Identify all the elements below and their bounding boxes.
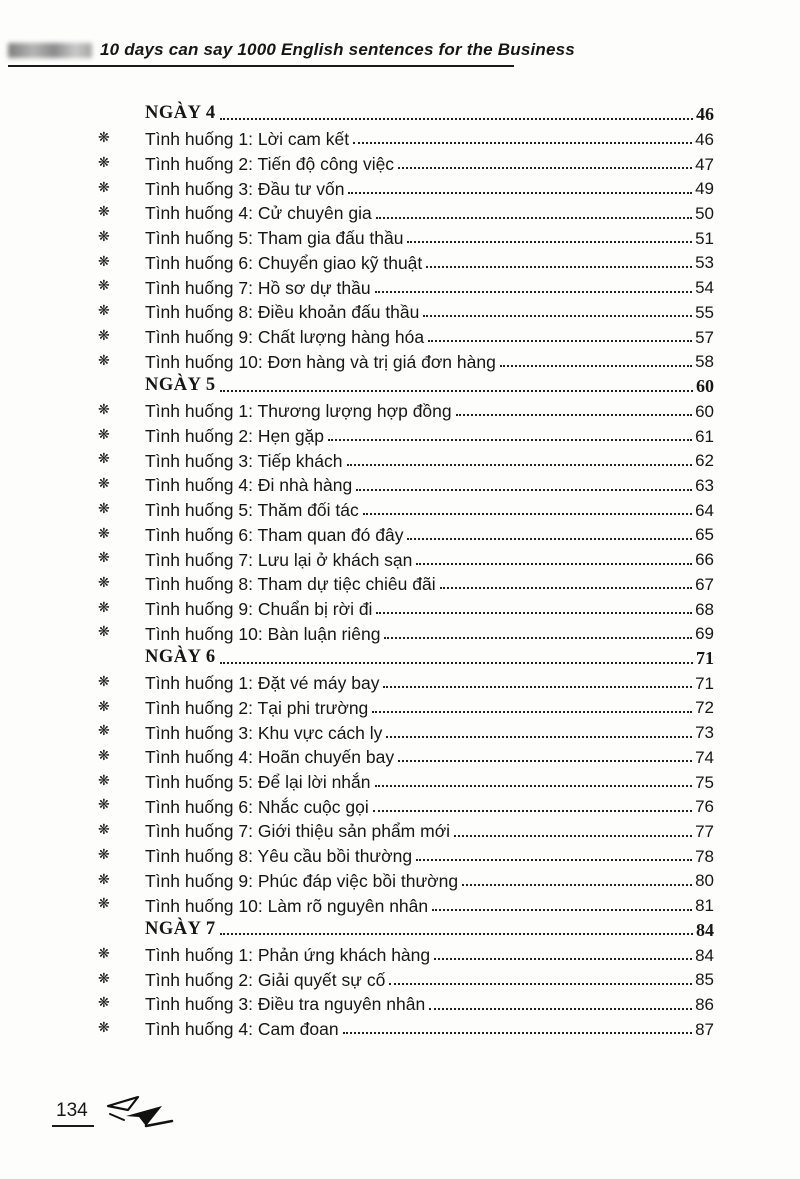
flower-bullet-icon: ❋: [98, 400, 110, 417]
flower-bullet-icon: ❋: [98, 524, 110, 541]
dot-leader: [348, 192, 692, 194]
dot-leader: [454, 835, 692, 837]
toc-page-number: 66: [695, 550, 714, 570]
toc-item-row: [98, 224, 714, 249]
toc-entry-label: Tình huống 6: Tham quan đó đây: [145, 524, 404, 545]
toc-item-row: [98, 149, 714, 174]
toc-section-row: [98, 100, 714, 125]
toc-page-number: 76: [695, 797, 714, 817]
toc-entry-label: Tình huống 1: Lời cam kết: [145, 129, 350, 150]
toc-page-number: 54: [695, 278, 714, 298]
toc-entry-label: Tình huống 8: Yêu cầu bồi thường: [145, 846, 413, 867]
paper-plane-doodle-icon: [104, 1094, 178, 1137]
toc-page-number: 53: [695, 253, 714, 273]
flower-bullet-icon: ❋: [98, 994, 110, 1011]
flower-bullet-icon: ❋: [98, 623, 110, 640]
toc-entry-label: Tình huống 10: Làm rõ nguyên nhân: [145, 895, 429, 916]
flower-bullet-icon: ❋: [98, 252, 110, 269]
toc-entry-label: Tình huống 9: Chuẩn bị rời đi: [145, 598, 373, 619]
toc-entry-label: Tình huống 8: Tham dự tiệc chiêu đãi: [145, 574, 436, 595]
toc-entry-label: Tình huống 4: Cử chuyên gia: [145, 203, 372, 224]
toc-item-row: [98, 545, 714, 570]
running-header-title: 10 days can say 1000 English sentences for the Business: [100, 40, 575, 59]
flower-bullet-icon: ❋: [98, 722, 110, 739]
flower-bullet-icon: ❋: [98, 227, 110, 244]
toc-entry-label: Tình huống 1: Phản ứng khách hàng: [145, 945, 431, 966]
toc-page-number: 64: [695, 500, 714, 520]
toc-item-row: [98, 273, 714, 298]
toc-entry-label: Tình huống 6: Chuyển giao kỹ thuật: [145, 252, 423, 273]
dot-leader: [384, 637, 692, 639]
toc-item-row: [98, 421, 714, 446]
dot-leader: [407, 538, 692, 540]
toc-section-label: NGÀY 7: [145, 919, 216, 940]
dot-leader: [416, 563, 692, 565]
dot-leader: [356, 489, 692, 491]
flower-bullet-icon: ❋: [98, 549, 110, 566]
flower-bullet-icon: ❋: [98, 1018, 110, 1035]
flower-bullet-icon: ❋: [98, 499, 110, 516]
toc-entry-label: Tình huống 6: Nhắc cuộc gọi: [145, 796, 369, 817]
toc-page-number: 60: [695, 401, 714, 421]
dot-leader: [500, 365, 692, 367]
toc-item-row: [98, 570, 714, 595]
toc-item-row: [98, 990, 714, 1015]
toc-item-row: [98, 817, 714, 842]
toc-page-number: 71: [695, 673, 714, 693]
toc-entry-label: Tình huống 7: Giới thiệu sản phẩm mới: [145, 821, 451, 842]
toc-entry-label: Tình huống 3: Tiếp khách: [145, 450, 343, 471]
flower-bullet-icon: ❋: [98, 351, 110, 368]
toc-entry-label: Tình huống 9: Chất lượng hàng hóa: [145, 327, 425, 348]
dot-leader: [376, 217, 692, 219]
dot-leader: [440, 587, 692, 589]
toc-item-row: [98, 298, 714, 323]
toc-entry-label: Tình huống 4: Hoãn chuyến bay: [145, 747, 395, 768]
flower-bullet-icon: ❋: [98, 870, 110, 887]
toc-item-row: [98, 322, 714, 347]
table-of-contents: [98, 100, 714, 1039]
toc-item-row: [98, 743, 714, 768]
toc-section-label: NGÀY 6: [145, 647, 216, 668]
toc-item-row: [98, 940, 714, 965]
flower-bullet-icon: ❋: [98, 203, 110, 220]
toc-entry-label: Tình huống 4: Cam đoan: [145, 1019, 339, 1040]
toc-item-row: [98, 866, 714, 891]
toc-item-row: [98, 446, 714, 471]
toc-item-row: [98, 669, 714, 694]
toc-page-number: 71: [696, 647, 714, 668]
toc-page-number: 47: [695, 154, 714, 174]
flower-bullet-icon: ❋: [98, 845, 110, 862]
toc-entry-label: Tình huống 3: Đầu tư vốn: [145, 178, 345, 199]
dot-leader: [376, 612, 692, 614]
flower-bullet-icon: ❋: [98, 425, 110, 442]
toc-page-number: 61: [695, 426, 714, 446]
dot-leader: [389, 983, 692, 985]
dot-leader: [423, 315, 692, 317]
dot-leader: [383, 686, 692, 688]
toc-item-row: [98, 471, 714, 496]
toc-item-row: [98, 496, 714, 521]
toc-entry-label: Tình huống 10: Đơn hàng và trị giá đơn hàng: [145, 351, 496, 372]
flower-bullet-icon: ❋: [98, 326, 110, 343]
dot-leader: [220, 118, 693, 120]
toc-page-number: 55: [695, 302, 714, 322]
toc-page-number: 73: [695, 723, 714, 743]
dot-leader: [426, 266, 692, 268]
toc-item-row: [98, 125, 714, 150]
page-footer: [52, 1090, 178, 1137]
flower-bullet-icon: ❋: [98, 129, 110, 146]
toc-page-number: 78: [695, 846, 714, 866]
toc-page-number: 67: [695, 574, 714, 594]
dot-leader: [416, 859, 692, 861]
dot-leader: [220, 390, 693, 392]
toc-page-number: 46: [695, 129, 714, 149]
toc-page-number: 80: [695, 871, 714, 891]
toc-page-number: 60: [696, 375, 714, 396]
toc-item-row: [98, 199, 714, 224]
toc-page-number: 69: [695, 624, 714, 644]
page-header: [8, 40, 575, 67]
flower-bullet-icon: ❋: [98, 178, 110, 195]
toc-entry-label: Tình huống 2: Tại phi trường: [145, 697, 369, 718]
flower-bullet-icon: ❋: [98, 796, 110, 813]
flower-bullet-icon: ❋: [98, 574, 110, 591]
toc-entry-label: Tình huống 8: Điều khoản đấu thầu: [145, 302, 420, 323]
flower-bullet-icon: ❋: [98, 672, 110, 689]
toc-page-number: 84: [696, 919, 714, 940]
flower-bullet-icon: ❋: [98, 895, 110, 912]
dot-leader: [398, 167, 692, 169]
dot-leader: [432, 909, 692, 911]
toc-section-row: [98, 372, 714, 397]
toc-section-row: [98, 644, 714, 669]
toc-page-number: 50: [695, 204, 714, 224]
flower-bullet-icon: ❋: [98, 771, 110, 788]
toc-item-row: [98, 619, 714, 644]
footer-page-number: 134: [52, 1100, 94, 1127]
dot-leader: [375, 785, 693, 787]
dot-leader: [434, 958, 692, 960]
toc-entry-label: Tình huống 4: Đi nhà hàng: [145, 475, 353, 496]
flower-bullet-icon: ❋: [98, 969, 110, 986]
dot-leader: [429, 1008, 692, 1010]
toc-entry-label: Tình huống 2: Tiến độ công việc: [145, 154, 395, 175]
toc-section-row: [98, 916, 714, 941]
toc-item-row: [98, 693, 714, 718]
dot-leader: [456, 414, 692, 416]
dot-leader: [462, 884, 692, 886]
dot-leader: [398, 760, 692, 762]
flower-bullet-icon: ❋: [98, 697, 110, 714]
flower-bullet-icon: ❋: [98, 944, 110, 961]
toc-item-row: [98, 174, 714, 199]
toc-section-label: NGÀY 4: [145, 103, 216, 124]
dot-leader: [353, 142, 692, 144]
toc-page-number: 63: [695, 475, 714, 495]
toc-page-number: 58: [695, 352, 714, 372]
toc-entry-label: Tình huống 2: Hẹn gặp: [145, 425, 325, 446]
toc-page-number: 74: [695, 747, 714, 767]
toc-page-number: 57: [695, 327, 714, 347]
toc-item-row: [98, 842, 714, 867]
toc-item-row: [98, 248, 714, 273]
flower-bullet-icon: ❋: [98, 821, 110, 838]
toc-item-row: [98, 397, 714, 422]
toc-page-number: 75: [695, 772, 714, 792]
toc-entry-label: Tình huống 7: Hồ sơ dự thầu: [145, 277, 371, 298]
toc-item-row: [98, 767, 714, 792]
dot-leader: [343, 1032, 692, 1034]
toc-entry-label: Tình huống 3: Khu vực cách ly: [145, 722, 383, 743]
dot-leader: [407, 241, 692, 243]
toc-page-number: 62: [695, 451, 714, 471]
flower-bullet-icon: ❋: [98, 302, 110, 319]
toc-item-row: [98, 347, 714, 372]
scan-smudge-artifact: [8, 43, 92, 58]
toc-entry-label: Tình huống 9: Phúc đáp việc bồi thường: [145, 870, 459, 891]
flower-bullet-icon: ❋: [98, 475, 110, 492]
toc-item-row: [98, 594, 714, 619]
toc-entry-label: Tình huống 2: Giải quyết sự cố: [145, 969, 386, 990]
toc-entry-label: Tình huống 1: Đặt vé máy bay: [145, 673, 380, 694]
dot-leader: [373, 810, 692, 812]
toc-item-row: [98, 965, 714, 990]
dot-leader: [386, 736, 692, 738]
flower-bullet-icon: ❋: [98, 153, 110, 170]
toc-entry-label: Tình huống 5: Để lại lời nhắn: [145, 772, 371, 792]
toc-entry-label: Tình huống 5: Thăm đối tác: [145, 500, 359, 521]
toc-page-number: 77: [695, 822, 714, 842]
toc-page-number: 65: [695, 525, 714, 545]
toc-entry-label: Tình huống 5: Tham gia đấu thầu: [145, 228, 404, 249]
toc-entry-label: Tình huống 1: Thương lượng hợp đồng: [145, 401, 452, 422]
toc-item-row: [98, 718, 714, 743]
toc-item-row: [98, 520, 714, 545]
toc-page-number: 72: [695, 698, 714, 718]
dot-leader: [428, 340, 692, 342]
toc-page-number: 49: [695, 179, 714, 199]
dot-leader: [372, 711, 692, 713]
toc-page-number: 85: [695, 970, 714, 990]
toc-entry-label: Tình huống 10: Bàn luận riêng: [145, 623, 381, 644]
toc-page-number: 87: [695, 1019, 714, 1039]
toc-page-number: 51: [695, 228, 714, 248]
toc-item-row: [98, 1015, 714, 1040]
toc-page-number: 68: [695, 599, 714, 619]
toc-section-label: NGÀY 5: [145, 375, 216, 396]
dot-leader: [328, 439, 692, 441]
toc-page-number: 46: [696, 104, 714, 125]
dot-leader: [220, 933, 693, 935]
toc-page-number: 81: [695, 896, 714, 916]
dot-leader: [347, 464, 693, 466]
toc-entry-label: Tình huống 7: Lưu lại ở khách sạn: [145, 549, 413, 570]
flower-bullet-icon: ❋: [98, 277, 110, 294]
flower-bullet-icon: ❋: [98, 450, 110, 467]
toc-item-row: [98, 891, 714, 916]
dot-leader: [375, 291, 693, 293]
dot-leader: [220, 662, 693, 664]
toc-page-number: 86: [695, 995, 714, 1015]
flower-bullet-icon: ❋: [98, 598, 110, 615]
dot-leader: [363, 513, 692, 515]
toc-entry-label: Tình huống 3: Điều tra nguyên nhân: [145, 994, 426, 1015]
toc-item-row: [98, 792, 714, 817]
flower-bullet-icon: ❋: [98, 747, 110, 764]
toc-page-number: 84: [695, 945, 714, 965]
